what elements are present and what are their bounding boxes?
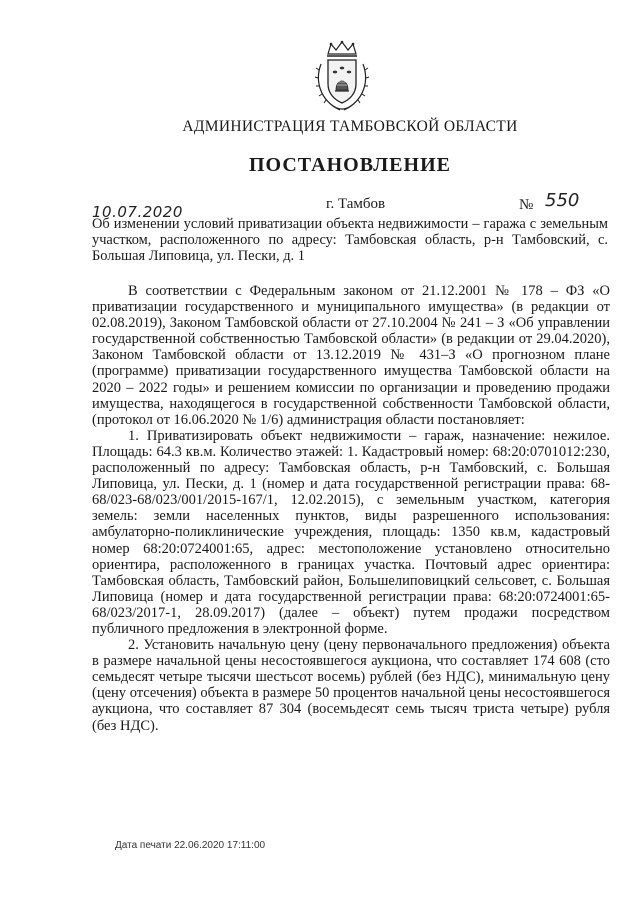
preamble-paragraph: В соответствии с Федеральным законом от 21.12.2001 № 178 – ФЗ «О приватизации государственного и муниципального имущества» (в редакции от 02.08.2019), Законом Тамбовской области от 27.10.2004 № 241 – З «Об управлении государственной собственностью Тамбовской области» (в редакции от 29.04.2020), Законом Тамбовской области от 13.12.2019 № 431–З «О прогнозном плане (программе) приватизации государственного имущества Тамбовской области на 2020 – 2022 годы» и решением комиссии по организации и проведению продажи имущества, находящегося в государственной собственности Тамбовской области, (протокол от 16.06.2020 № 1/6) администрация области постановляет: (92, 283, 610, 428)
document-date: 10.07.2020 (92, 203, 183, 221)
authority-name: АДМИНИСТРАЦИЯ ТАМБОВСКОЙ ОБЛАСТИ (182, 118, 518, 135)
document-city: г. Тамбов (326, 196, 386, 212)
print-date: Дата печати 22.06.2020 17:11:00 (115, 840, 266, 851)
tambov-coat-of-arms-icon (313, 40, 371, 114)
document-type-title: ПОСТАНОВЛЕНИЕ (249, 154, 451, 176)
document-number-label: № (519, 197, 534, 213)
document-body (92, 283, 610, 734)
clause-1-paragraph: 1. Приватизировать объект недвижимости – гараж, назначение: нежилое. Площадь: 64.3 кв.м. Количество этажей: 1. Кадастровый номер: 68:20:0701012:230, расположенный по адресу: Тамбовская область, р-н Тамбовский, с. Большая Липовица, ул. Пески, д. 1 (номер и дата государственной регистрации права: 68-68/023-68/023/001/2015-167/1, 12.02.2015), с земельным участком, категория земель: земли населенных пунктов, виды разрешенного использования: амбулаторно-поликлинические учреждения, площадь: 1350 кв.м, кадастровый номер 68:20:0724001:65, адрес: местоположение установлено относительно ориентира, расположенного в границах участка. Почтовый адрес ориентира: Тамбовская область, Тамбовский район, Большелиповицкий сельсовет, с. Большая Липовица (номер и дата государственной регистрации права: 68:20:0724001:65-68/023/2017-1, 28.09.2017) (далее – объект) путем продажи посредством публичного предложения в электронной форме. (92, 427, 610, 637)
clause-2-paragraph: 2. Установить начальную цену (цену первоначального предложения) объекта в размере начальной цены несостоявшегося аукциона, что составляет 174 608 (сто семьдесят четыре тысячи шестьсот восемь) рублей (без НДС), минимальную цену (цену отсечения) объекта в размере 50 процентов начальной цены несостоявшегося аукциона, что составляет 87 304 (восемьдесят семь тысяч триста четыре) рубля (без НДС). (92, 637, 610, 734)
document-number: 550 (545, 190, 580, 211)
document-subject: Об изменении условий приватизации объекта недвижимости – гаража с земельным участком, расположенного по адресу: Тамбовская область, р-н Тамбовский, с. Большая Липовица, ул. Пески, д. 1 (92, 216, 608, 264)
